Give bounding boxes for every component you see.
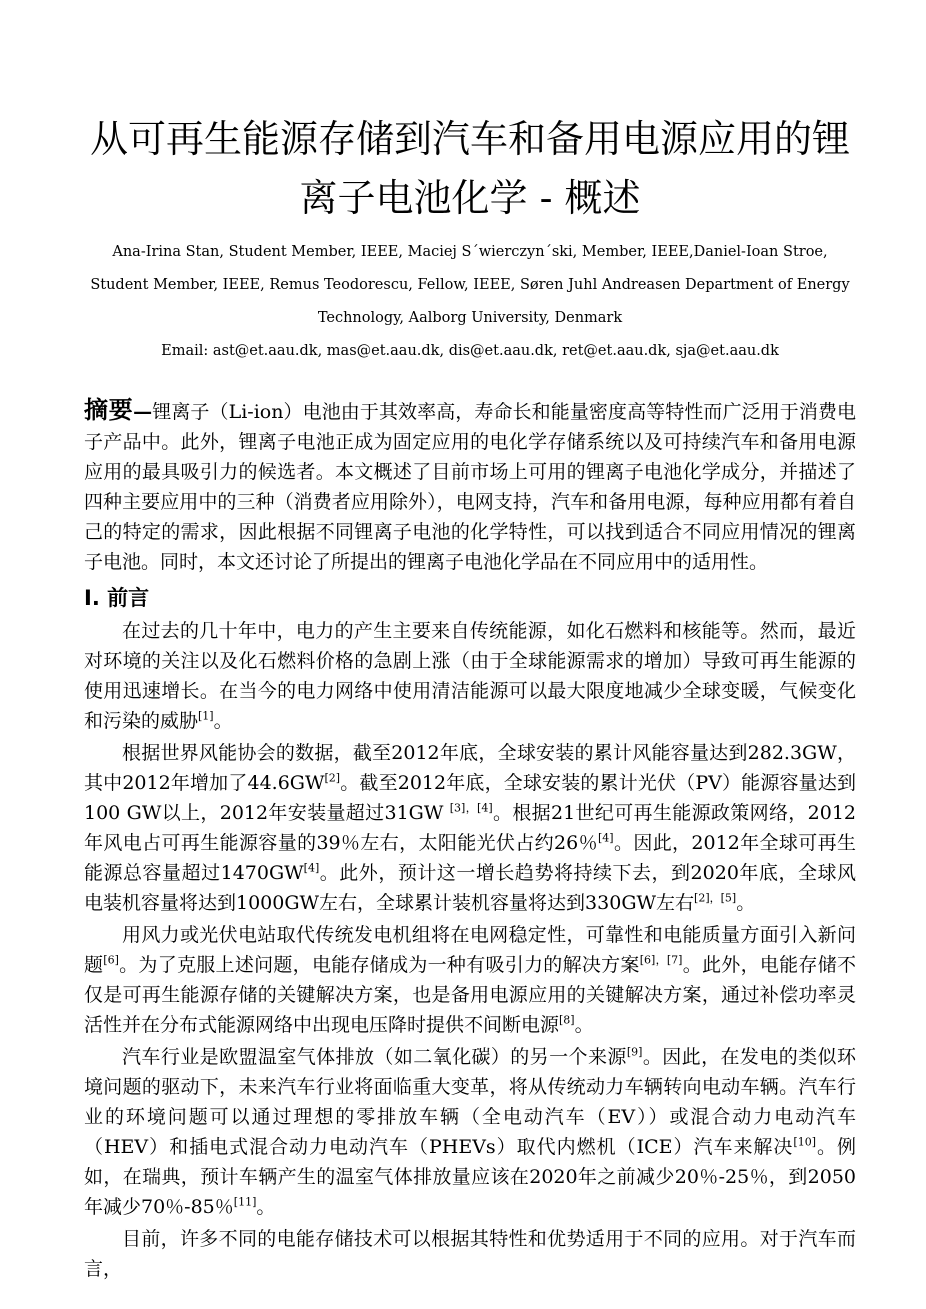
reference-marker: [4] <box>303 861 320 875</box>
body-paragraph: 在过去的几十年中，电力的产生主要来自传统能源，如化石燃料和核能等。然而，最近对环境的关注以及化石燃料价格的急剧上涨（由于全球能源需求的增加）导致可再生能源的使用迅速增长。在当今的电力网络中使用清洁能源可以最大限度地减少全球变暖，气候变化和污染的威胁[1]。 <box>84 620 856 732</box>
abstract-label: 摘要 <box>84 396 134 424</box>
section-body-introduction <box>84 616 856 1284</box>
reference-marker: [8] <box>559 1013 575 1027</box>
body-paragraph: 根据世界风能协会的数据，截至2012年底，全球安装的累计风能容量达到282.3GW，其中2012年增加了44.6GW[2]。截至2012年底，全球安装的累计光伏（PV）能源容量达到100 GW以上，2012年安装量超过31GW [3]，[4]。根据21世纪可再生能源政策网络，2012年风电占可再生能源容量的39％左右，太阳能光伏占约26％[4]。因此，2012年全球可再生能源总容量超过1470GW[4]。此外，预计这一增长趋势将持续下去，到2020年底，全球风电装机容量将达到1000GW左右，全球累计装机容量将达到330GW左右[2]，[5]。 <box>84 742 857 914</box>
reference-marker: [6] <box>103 953 119 967</box>
abstract-text: 锂离子（Li-ion）电池由于其效率高，寿命长和能量密度高等特性而广泛用于消费电子产品中。此外，锂离子电池正成为固定应用的电化学存储系统以及可持续汽车和备用电源应用的最具吸引力的候选者。本文概述了目前市场上可用的锂离子电池化学成分，并描述了四种主要应用中的三种（消费者应用除外），电网支持，汽车和备用电源，每种应用都有着自己的特定的需求，因此根据不同锂离子电池的化学特性，可以找到适合不同应用情况的锂离子电池。同时，本文还讨论了所提出的锂离子电池化学品在不同应用中的适用性。 <box>84 401 856 573</box>
body-paragraph: 用风力或光伏电站取代传统发电机组将在电网稳定性，可靠性和电能质量方面引入新问题[6]。为了克服上述问题，电能存储成为一种有吸引力的解决方案[6]，[7]。此外，电能存储不仅是可再生能源存储的关键解决方案，也是备用电源应用的关键解决方案，通过补偿功率灵活性并在分布式能源网络中出现电压降时提供不间断电源[8]。 <box>84 924 856 1036</box>
paper-title: 从可再生能源存储到汽车和备用电源应用的锂离子电池化学 - 概述 <box>89 117 850 220</box>
author-line: Ana-Irina Stan, Student Member, IEEE, Maciej S´wierczyn´ski, Member, IEEE,Daniel-Ioan Stroe, Student Member, IEEE, Remus Teodorescu, Fellow, IEEE, Søren Juhl Andreasen Department of Energy Technology, Aalborg University, Denmark <box>90 244 850 326</box>
reference-marker: [9] <box>626 1045 643 1059</box>
abstract-dash: — <box>133 401 153 423</box>
body-paragraph: 目前，许多不同的电能存储技术可以根据其特性和优势适用于不同的应用。对于汽车而言， <box>84 1228 856 1280</box>
email-line: Email: ast@et.aau.dk, mas@et.aau.dk, dis@et.aau.dk, ret@et.aau.dk, sja@et.aau.dk <box>161 343 779 359</box>
reference-marker: [11] <box>233 1195 257 1209</box>
reference-marker: [2] <box>324 771 341 785</box>
body-paragraph: 汽车行业是欧盟温室气体排放（如二氧化碳）的另一个来源[9]。因此，在发电的类似环境问题的驱动下，未来汽车行业将面临重大变革，将从传统动力车辆转向电动车辆。汽车行业的环境问题可以通过理想的零排放车辆（全电动汽车（EV））或混合动力电动汽车（HEV）和插电式混合动力电动汽车（PHEVs）取代内燃机（ICE）汽车来解决[10]。例如，在瑞典，预计车辆产生的温室气体排放量应该在2020年之前减少20％-25％，到2050年减少70％-85％[11]。 <box>84 1045 856 1218</box>
reference-marker: [1] <box>198 709 214 723</box>
abstract-paragraph <box>84 395 856 577</box>
reference-marker: [3]，[4] <box>449 801 493 815</box>
reference-marker: [6]，[7] <box>639 953 683 967</box>
section-heading-introduction: I. 前言 <box>84 586 150 610</box>
reference-marker: [10] <box>793 1135 816 1149</box>
reference-marker: [2]，[5] <box>694 891 737 905</box>
reference-marker: [4] <box>597 831 614 845</box>
